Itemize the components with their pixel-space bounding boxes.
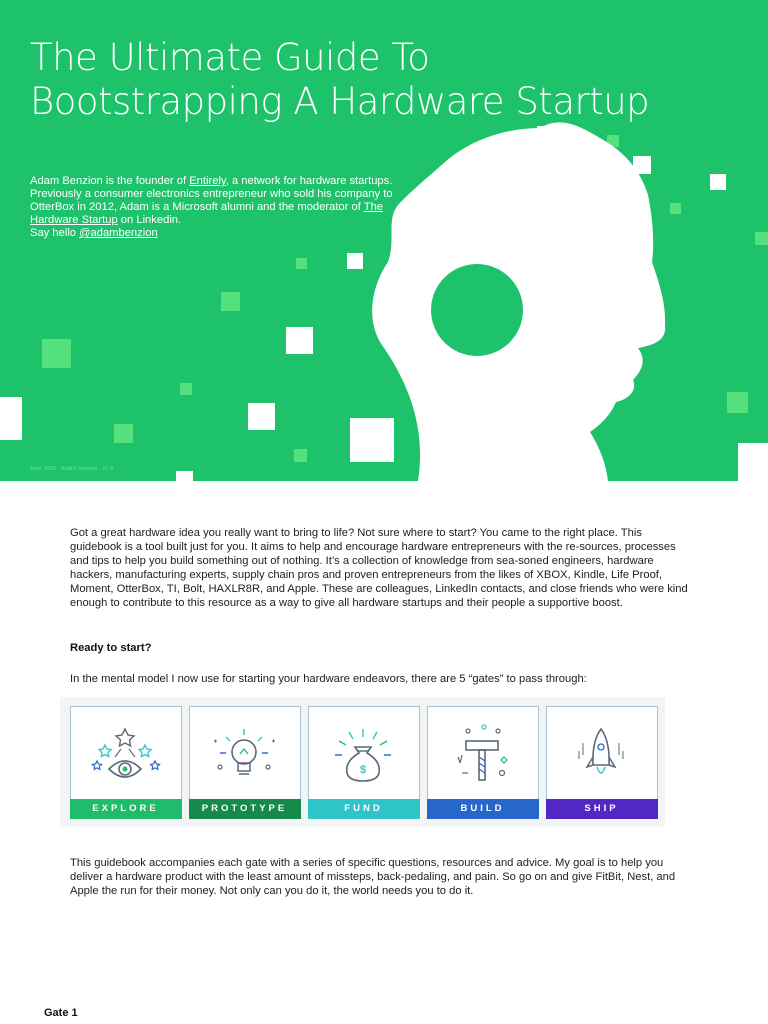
gate-card-ship[interactable] xyxy=(546,706,658,818)
gate-label-fund: FUND xyxy=(308,799,420,819)
author-bio xyxy=(30,175,400,240)
svg-text:$: $ xyxy=(359,764,367,776)
gate-label-build: BUILD xyxy=(427,799,539,819)
hammer-icon xyxy=(428,707,537,797)
say-hello-text: Say hello xyxy=(30,227,80,239)
bio-text: , a network for hardware startups. Previously a consumer electronics entrepreneur who sold his company to OtterBox in 2012, Adam is a Microsoft alumni and the moderator of xyxy=(30,175,393,213)
closing-paragraph: This guidebook accompanies each gate with a series of specific questions, resources and advice. My goal is to help you deliver a hardware product with the least amount of missteps, back-pedaling, and pain. So go on and give FitBit, Nest, and Apple the run for their money. Not only can you do it, the world needs you to do it. xyxy=(70,857,676,897)
gate-card-explore[interactable] xyxy=(70,706,182,818)
gate-card-build[interactable] xyxy=(427,706,539,818)
rocket-icon xyxy=(547,707,656,797)
entirely-link[interactable]: Entirely xyxy=(189,175,226,187)
page-title xyxy=(30,36,750,124)
gate-card-fund[interactable] xyxy=(308,706,420,818)
bio-text: on Linkedin. xyxy=(117,214,182,226)
title-line-2: Bootstrapping A Hardware Startup xyxy=(30,80,650,123)
version-footnote: June 2016 · Public Version · v1.0 xyxy=(30,466,114,472)
eye-icon xyxy=(71,707,180,797)
title-line-1: The Ultimate Guide To xyxy=(30,36,430,79)
model-text: In the mental model I now use for starting your hardware endeavors, there are 5 “gates” to pass through: xyxy=(70,673,587,685)
hardware-startup-link[interactable]: The Hardware Startup xyxy=(30,201,384,226)
section-label: Gate 1 xyxy=(44,1007,78,1019)
lightbulb-icon xyxy=(190,707,299,797)
gate-label-ship: SHIP xyxy=(546,799,658,819)
gate-label-prototype: PROTOTYPE xyxy=(189,799,301,819)
twitter-handle-link[interactable]: @adambenzion xyxy=(79,227,158,239)
gate-card-prototype[interactable] xyxy=(189,706,301,818)
ready-heading: Ready to start? xyxy=(70,642,152,654)
gate-label-explore: EXPLORE xyxy=(70,799,182,819)
bio-text: Adam Benzion is the founder of xyxy=(30,175,190,187)
intro-paragraph: Got a great hardware idea you really want to bring to life? Not sure where to start? You came to the right place. This guidebook is a tool built just for you. It aims to help and encourage hardware entrepreneurs with the re-sources, processes and tips to help you build something out of nothing. It’s a collection of knowledge from sea-soned engineers, hardware hackers, manufacturing experts, supply chain pros and proven entrepreneurs from the likes of XBOX, Kindle, Life Proof, Moment, OtterBox, TI, Bolt, HAXLR8R, and Apple. These are colleagues, LinkedIn contacts, and close friends who were kind enough to contribute to this resource as a way to give all hardware startups and their people a supportive boost. xyxy=(70,527,688,609)
hero-banner xyxy=(0,0,768,481)
money-bag-icon xyxy=(309,707,418,797)
